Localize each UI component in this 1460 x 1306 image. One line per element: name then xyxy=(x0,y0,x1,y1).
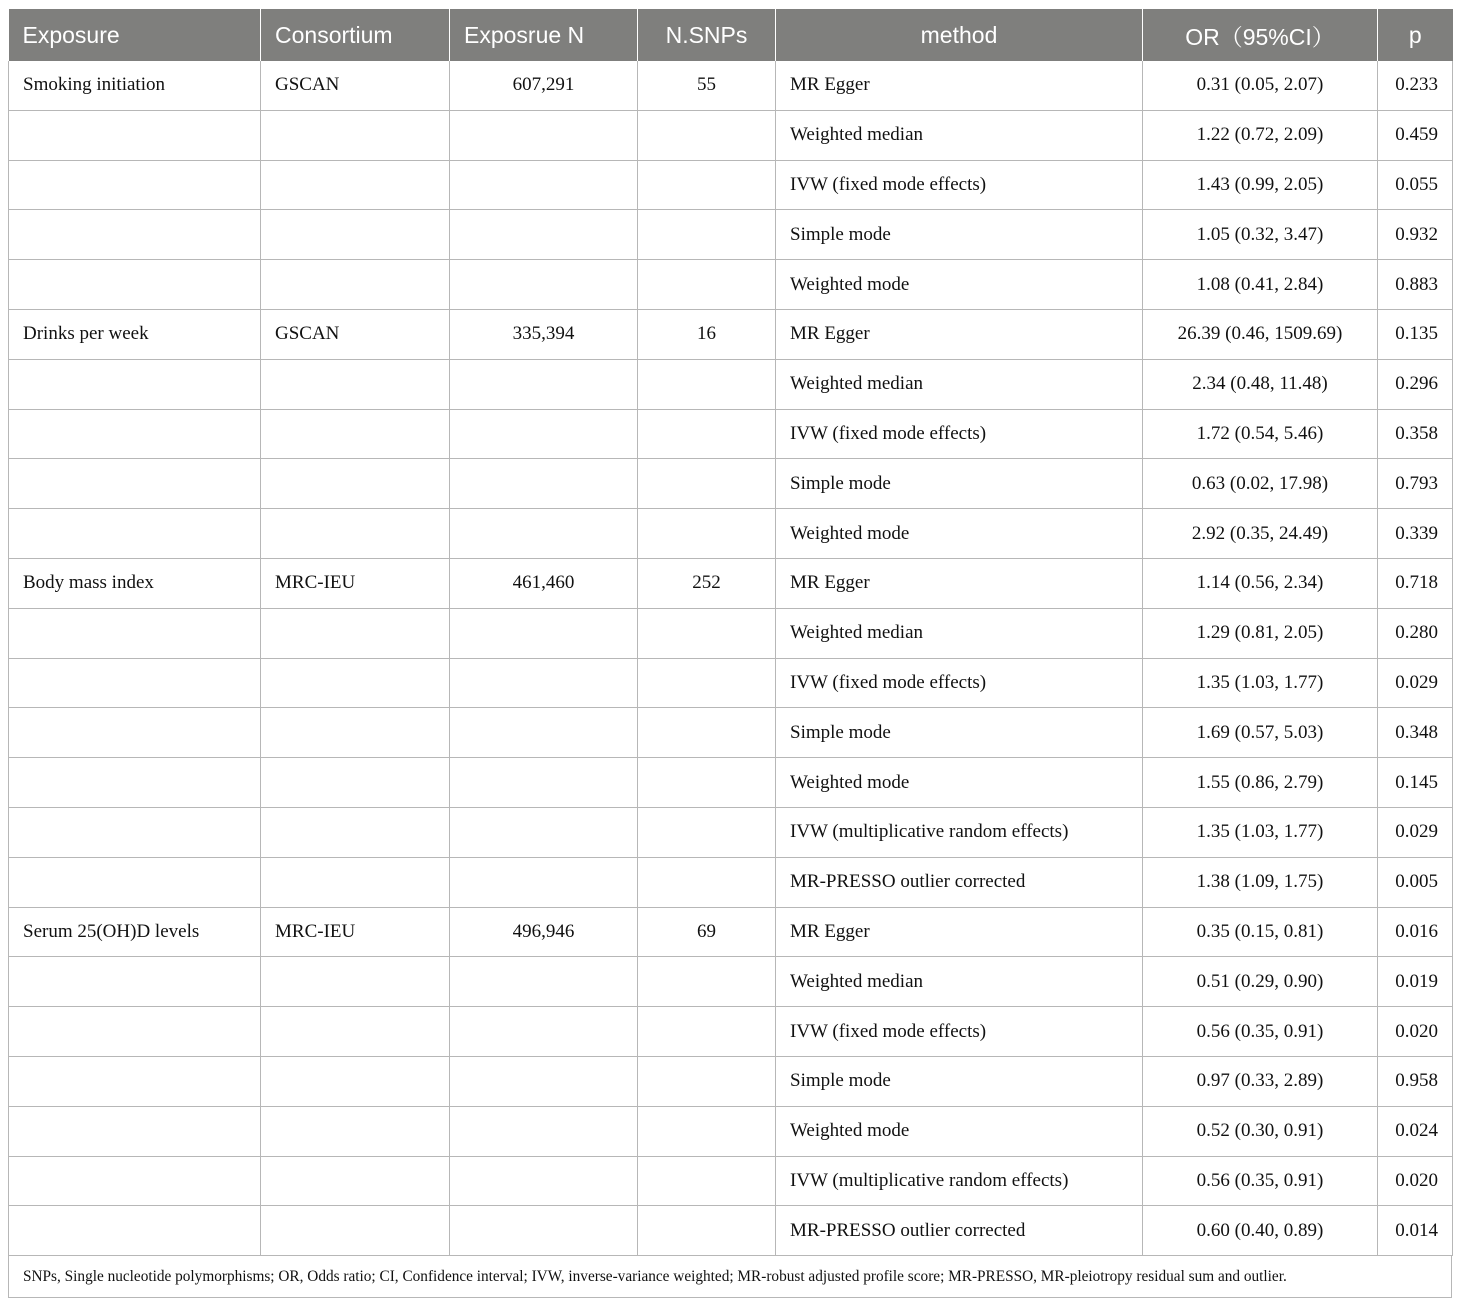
cell-n-snps xyxy=(638,1056,776,1106)
cell-consortium: MRC-IEU xyxy=(261,907,450,957)
cell-consortium xyxy=(261,608,450,658)
table-row xyxy=(9,957,1453,1007)
cell-exposure xyxy=(9,608,261,658)
cell-p: 0.339 xyxy=(1378,509,1453,559)
header-exposure: Exposure xyxy=(9,9,261,61)
cell-exposure xyxy=(9,160,261,210)
cell-consortium xyxy=(261,658,450,708)
cell-exposure-n xyxy=(450,409,638,459)
header-method: method xyxy=(776,9,1143,61)
cell-p: 0.029 xyxy=(1378,658,1453,708)
cell-or-ci: 1.35 (1.03, 1.77) xyxy=(1143,807,1378,857)
cell-consortium xyxy=(261,758,450,808)
cell-consortium xyxy=(261,807,450,857)
cell-consortium xyxy=(261,857,450,907)
cell-method: IVW (multiplicative random effects) xyxy=(776,1156,1143,1206)
cell-exposure-n xyxy=(450,658,638,708)
cell-or-ci: 0.52 (0.30, 0.91) xyxy=(1143,1106,1378,1156)
cell-method: MR-PRESSO outlier corrected xyxy=(776,1206,1143,1256)
cell-n-snps xyxy=(638,708,776,758)
cell-p: 0.145 xyxy=(1378,758,1453,808)
cell-exposure xyxy=(9,1106,261,1156)
header-or-ci: OR（95%CI） xyxy=(1143,9,1378,61)
cell-exposure-n xyxy=(450,1206,638,1256)
cell-consortium: GSCAN xyxy=(261,309,450,359)
cell-exposure xyxy=(9,359,261,409)
cell-method: IVW (fixed mode effects) xyxy=(776,409,1143,459)
table-row xyxy=(9,1106,1453,1156)
cell-method: MR Egger xyxy=(776,907,1143,957)
cell-exposure-n xyxy=(450,708,638,758)
cell-exposure-n xyxy=(450,1106,638,1156)
cell-exposure: Smoking initiation xyxy=(9,61,261,110)
cell-n-snps xyxy=(638,1206,776,1256)
cell-exposure-n xyxy=(450,758,638,808)
cell-p: 0.024 xyxy=(1378,1106,1453,1156)
cell-consortium: MRC-IEU xyxy=(261,558,450,608)
cell-exposure xyxy=(9,807,261,857)
cell-p: 0.055 xyxy=(1378,160,1453,210)
cell-or-ci: 1.29 (0.81, 2.05) xyxy=(1143,608,1378,658)
cell-n-snps xyxy=(638,409,776,459)
cell-or-ci: 1.69 (0.57, 5.03) xyxy=(1143,708,1378,758)
cell-n-snps xyxy=(638,509,776,559)
cell-or-ci: 1.43 (0.99, 2.05) xyxy=(1143,160,1378,210)
cell-n-snps: 69 xyxy=(638,907,776,957)
cell-method: IVW (fixed mode effects) xyxy=(776,160,1143,210)
cell-p: 0.005 xyxy=(1378,857,1453,907)
table-row xyxy=(9,210,1453,260)
table-row xyxy=(9,459,1453,509)
cell-exposure-n xyxy=(450,359,638,409)
table-footnote: SNPs, Single nucleotide polymorphisms; OR, Odds ratio; CI, Confidence interval; IVW, inverse-variance weighted; MR-robust adjusted profile score; MR-PRESSO, MR-pleiotropy residual sum and outlier. xyxy=(8,1256,1452,1298)
cell-method: MR Egger xyxy=(776,309,1143,359)
cell-n-snps xyxy=(638,210,776,260)
cell-consortium xyxy=(261,1056,450,1106)
cell-exposure xyxy=(9,857,261,907)
cell-exposure xyxy=(9,459,261,509)
cell-or-ci: 1.55 (0.86, 2.79) xyxy=(1143,758,1378,808)
cell-n-snps xyxy=(638,459,776,509)
cell-p: 0.296 xyxy=(1378,359,1453,409)
cell-consortium xyxy=(261,110,450,160)
cell-n-snps: 55 xyxy=(638,61,776,110)
cell-or-ci: 1.22 (0.72, 2.09) xyxy=(1143,110,1378,160)
cell-method: MR Egger xyxy=(776,558,1143,608)
table-row xyxy=(9,1156,1453,1206)
table-row xyxy=(9,1007,1453,1057)
table-row xyxy=(9,658,1453,708)
cell-or-ci: 26.39 (0.46, 1509.69) xyxy=(1143,309,1378,359)
cell-consortium xyxy=(261,1156,450,1206)
cell-p: 0.718 xyxy=(1378,558,1453,608)
cell-exposure-n: 461,460 xyxy=(450,558,638,608)
header-n-snps: N.SNPs xyxy=(638,9,776,61)
cell-exposure xyxy=(9,957,261,1007)
cell-method: Weighted median xyxy=(776,359,1143,409)
cell-p: 0.020 xyxy=(1378,1156,1453,1206)
header-p: p xyxy=(1378,9,1453,61)
cell-method: Simple mode xyxy=(776,459,1143,509)
cell-consortium xyxy=(261,260,450,310)
cell-p: 0.014 xyxy=(1378,1206,1453,1256)
cell-p: 0.029 xyxy=(1378,807,1453,857)
cell-or-ci: 2.92 (0.35, 24.49) xyxy=(1143,509,1378,559)
table-row xyxy=(9,907,1453,957)
cell-exposure-n xyxy=(450,1056,638,1106)
table-row xyxy=(9,260,1453,310)
cell-exposure-n xyxy=(450,210,638,260)
cell-or-ci: 1.05 (0.32, 3.47) xyxy=(1143,210,1378,260)
cell-p: 0.358 xyxy=(1378,409,1453,459)
cell-exposure xyxy=(9,509,261,559)
cell-consortium xyxy=(261,1007,450,1057)
table-row xyxy=(9,1056,1453,1106)
cell-p: 0.135 xyxy=(1378,309,1453,359)
cell-method: Weighted median xyxy=(776,957,1143,1007)
cell-exposure: Drinks per week xyxy=(9,309,261,359)
cell-consortium xyxy=(261,1106,450,1156)
cell-consortium xyxy=(261,359,450,409)
cell-consortium xyxy=(261,957,450,1007)
cell-n-snps: 252 xyxy=(638,558,776,608)
cell-p: 0.016 xyxy=(1378,907,1453,957)
cell-consortium xyxy=(261,1206,450,1256)
cell-exposure xyxy=(9,260,261,310)
cell-exposure-n xyxy=(450,957,638,1007)
cell-exposure-n: 607,291 xyxy=(450,61,638,110)
cell-p: 0.932 xyxy=(1378,210,1453,260)
cell-n-snps xyxy=(638,260,776,310)
cell-exposure: Serum 25(OH)D levels xyxy=(9,907,261,957)
cell-or-ci: 0.56 (0.35, 0.91) xyxy=(1143,1007,1378,1057)
cell-n-snps xyxy=(638,160,776,210)
cell-p: 0.883 xyxy=(1378,260,1453,310)
cell-n-snps xyxy=(638,608,776,658)
cell-n-snps xyxy=(638,807,776,857)
cell-exposure-n xyxy=(450,1156,638,1206)
cell-n-snps xyxy=(638,658,776,708)
cell-p: 0.459 xyxy=(1378,110,1453,160)
cell-method: Weighted median xyxy=(776,608,1143,658)
cell-p: 0.348 xyxy=(1378,708,1453,758)
cell-method: Weighted mode xyxy=(776,1106,1143,1156)
table-row xyxy=(9,509,1453,559)
cell-consortium xyxy=(261,459,450,509)
cell-exposure-n xyxy=(450,608,638,658)
cell-method: MR-PRESSO outlier corrected xyxy=(776,857,1143,907)
cell-method: IVW (fixed mode effects) xyxy=(776,658,1143,708)
cell-exposure-n xyxy=(450,160,638,210)
cell-consortium xyxy=(261,409,450,459)
cell-exposure xyxy=(9,758,261,808)
cell-p: 0.280 xyxy=(1378,608,1453,658)
header-consortium: Consortium xyxy=(261,9,450,61)
cell-exposure-n: 496,946 xyxy=(450,907,638,957)
cell-exposure xyxy=(9,658,261,708)
cell-method: IVW (fixed mode effects) xyxy=(776,1007,1143,1057)
header-exposure-n: Exposrue N xyxy=(450,9,638,61)
table-row xyxy=(9,1206,1453,1256)
table-row xyxy=(9,758,1453,808)
cell-or-ci: 0.31 (0.05, 2.07) xyxy=(1143,61,1378,110)
cell-or-ci: 0.63 (0.02, 17.98) xyxy=(1143,459,1378,509)
table-row xyxy=(9,61,1453,110)
cell-p: 0.020 xyxy=(1378,1007,1453,1057)
table-row xyxy=(9,807,1453,857)
cell-exposure-n xyxy=(450,260,638,310)
cell-method: Simple mode xyxy=(776,210,1143,260)
cell-exposure xyxy=(9,1007,261,1057)
cell-or-ci: 1.35 (1.03, 1.77) xyxy=(1143,658,1378,708)
cell-or-ci: 0.35 (0.15, 0.81) xyxy=(1143,907,1378,957)
cell-or-ci: 1.14 (0.56, 2.34) xyxy=(1143,558,1378,608)
cell-consortium xyxy=(261,509,450,559)
table-row xyxy=(9,110,1453,160)
cell-p: 0.019 xyxy=(1378,957,1453,1007)
cell-or-ci: 0.56 (0.35, 0.91) xyxy=(1143,1156,1378,1206)
cell-method: IVW (multiplicative random effects) xyxy=(776,807,1143,857)
cell-or-ci: 0.97 (0.33, 2.89) xyxy=(1143,1056,1378,1106)
cell-exposure xyxy=(9,708,261,758)
cell-exposure xyxy=(9,210,261,260)
cell-n-snps xyxy=(638,758,776,808)
cell-exposure-n xyxy=(450,857,638,907)
cell-exposure-n xyxy=(450,509,638,559)
cell-n-snps xyxy=(638,957,776,1007)
cell-exposure-n: 335,394 xyxy=(450,309,638,359)
cell-or-ci: 2.34 (0.48, 11.48) xyxy=(1143,359,1378,409)
table-row xyxy=(9,708,1453,758)
cell-method: Weighted mode xyxy=(776,758,1143,808)
cell-p: 0.233 xyxy=(1378,61,1453,110)
header-row xyxy=(9,9,1453,61)
table-row xyxy=(9,857,1453,907)
table-row xyxy=(9,359,1453,409)
cell-method: Weighted median xyxy=(776,110,1143,160)
cell-method: Simple mode xyxy=(776,708,1143,758)
cell-n-snps xyxy=(638,1106,776,1156)
results-table-container xyxy=(8,9,1452,1298)
cell-method: Weighted mode xyxy=(776,509,1143,559)
cell-or-ci: 1.08 (0.41, 2.84) xyxy=(1143,260,1378,310)
cell-consortium: GSCAN xyxy=(261,61,450,110)
cell-n-snps xyxy=(638,359,776,409)
cell-exposure-n xyxy=(450,807,638,857)
cell-p: 0.793 xyxy=(1378,459,1453,509)
cell-exposure-n xyxy=(450,110,638,160)
cell-n-snps: 16 xyxy=(638,309,776,359)
cell-exposure: Body mass index xyxy=(9,558,261,608)
cell-method: MR Egger xyxy=(776,61,1143,110)
cell-exposure xyxy=(9,1056,261,1106)
cell-or-ci: 1.72 (0.54, 5.46) xyxy=(1143,409,1378,459)
table-row xyxy=(9,608,1453,658)
cell-or-ci: 0.51 (0.29, 0.90) xyxy=(1143,957,1378,1007)
cell-or-ci: 1.38 (1.09, 1.75) xyxy=(1143,857,1378,907)
table-row xyxy=(9,309,1453,359)
cell-consortium xyxy=(261,160,450,210)
cell-n-snps xyxy=(638,1007,776,1057)
cell-method: Simple mode xyxy=(776,1056,1143,1106)
cell-n-snps xyxy=(638,857,776,907)
cell-or-ci: 0.60 (0.40, 0.89) xyxy=(1143,1206,1378,1256)
cell-p: 0.958 xyxy=(1378,1056,1453,1106)
cell-exposure-n xyxy=(450,459,638,509)
cell-n-snps xyxy=(638,110,776,160)
table-body xyxy=(9,61,1453,1256)
table-row xyxy=(9,409,1453,459)
cell-exposure xyxy=(9,409,261,459)
table-row xyxy=(9,160,1453,210)
cell-method: Weighted mode xyxy=(776,260,1143,310)
cell-consortium xyxy=(261,708,450,758)
cell-exposure xyxy=(9,1156,261,1206)
table-row xyxy=(9,558,1453,608)
mr-results-table xyxy=(8,9,1453,1256)
cell-exposure xyxy=(9,110,261,160)
cell-exposure xyxy=(9,1206,261,1256)
cell-n-snps xyxy=(638,1156,776,1206)
cell-consortium xyxy=(261,210,450,260)
cell-exposure-n xyxy=(450,1007,638,1057)
